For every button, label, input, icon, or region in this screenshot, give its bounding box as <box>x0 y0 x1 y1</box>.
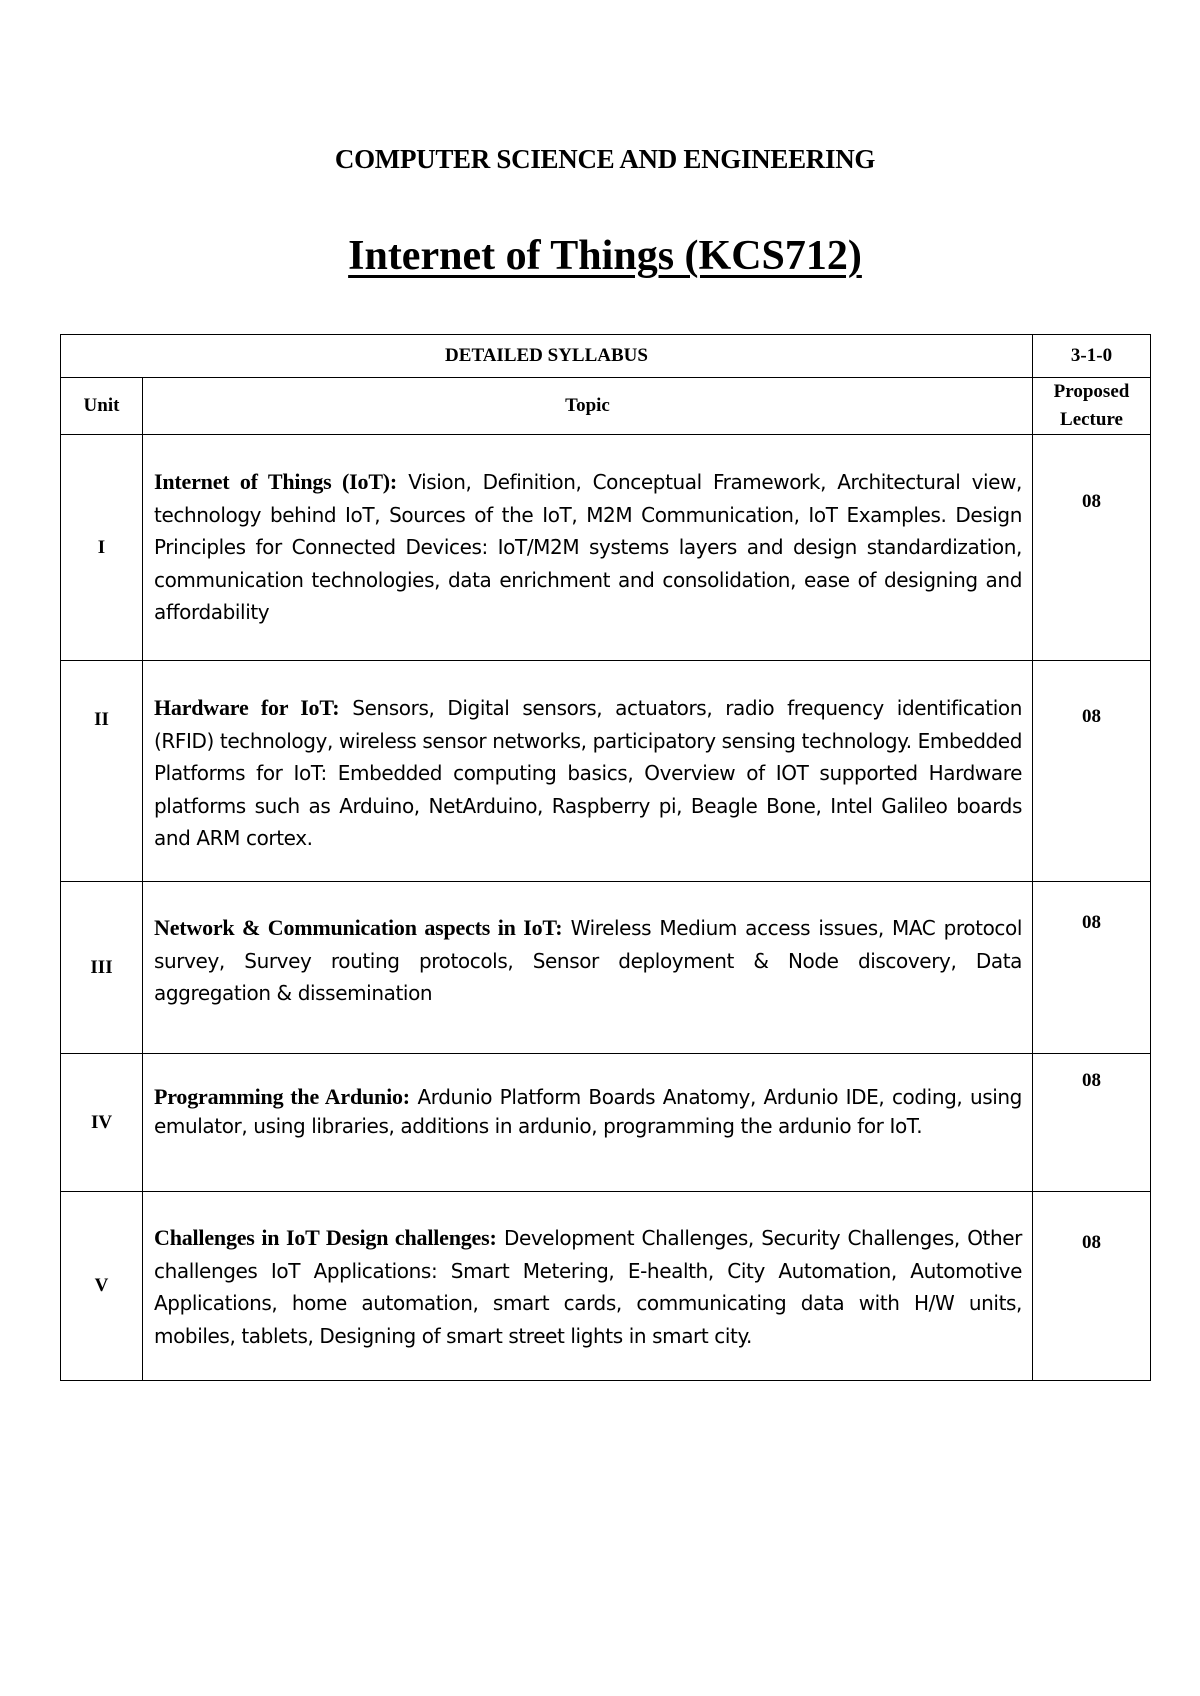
syllabus-table <box>60 334 1151 1381</box>
lecture-cell <box>1033 1054 1151 1192</box>
table-row <box>61 1192 1151 1381</box>
topic-content: Wireless Medium access issues, MAC protocol survey, Survey routing protocols, Sensor deployment & Node discovery, Data aggregation & dissemination <box>154 916 1022 1005</box>
department-heading: COMPUTER SCIENCE AND ENGINEERING <box>334 144 876 174</box>
topic-heading: Internet of Things (IoT): <box>154 469 398 494</box>
topic-heading: Hardware for IoT: <box>154 695 340 720</box>
table-row <box>61 435 1151 661</box>
column-header-row <box>61 378 1151 435</box>
lecture-count: 08 <box>1082 912 1101 933</box>
lecture-count: 08 <box>1082 491 1101 512</box>
lecture-cell <box>1033 661 1151 882</box>
syllabus-caption: DETAILED SYLLABUS <box>61 335 1033 378</box>
topic-content: Vision, Definition, Conceptual Framework, Architectural view, technology behind IoT, Sources of the IoT, M2M Communication, IoT Examples. Design Principles for Connected Devices: IoT/M2M systems layers and design standardization, communication technologies, data enrichment and consolidation, ease of designing and affordability <box>154 470 1022 624</box>
table-row <box>61 882 1151 1054</box>
topic-heading: Challenges in IoT Design challenges: <box>154 1225 497 1250</box>
course-title: Internet of Things (KCS712) <box>348 233 862 279</box>
topic-cell <box>143 435 1033 661</box>
unit-number: I <box>61 435 143 661</box>
topic-heading: Programming the Ardunio: <box>154 1084 410 1109</box>
topic-content: Ardunio Platform Boards Anatomy, Ardunio IDE, coding, using emulator, using libraries, additions in ardunio, programming the ardunio for IoT. <box>154 1085 1022 1138</box>
table-row <box>61 661 1151 882</box>
unit-column-header: Unit <box>61 378 143 435</box>
unit-number <box>61 661 143 882</box>
lecture-count: 08 <box>1082 706 1101 727</box>
topic-content: Sensors, Digital sensors, actuators, radio frequency identification (RFID) technology, wireless sensor networks, participatory sensing technology. Embedded Platforms for IoT: Embedded computing basics, Overview of IOT supported Hardware platforms such as Arduino, NetArduino, Raspberry pi, Beagle Bone, Intel Galileo boards and ARM cortex. <box>154 696 1022 850</box>
lecture-count: 08 <box>1082 1232 1101 1253</box>
topic-column-header: Topic <box>143 378 1033 435</box>
unit-number: IV <box>61 1054 143 1192</box>
credits-cell: 3-1-0 <box>1033 335 1151 378</box>
topic-cell <box>143 1054 1033 1192</box>
unit-number: V <box>61 1192 143 1381</box>
topic-heading: Network & Communication aspects in IoT: <box>154 915 563 940</box>
lecture-cell <box>1033 435 1151 661</box>
lecture-cell <box>1033 1192 1151 1381</box>
caption-row <box>61 335 1151 378</box>
lecture-cell <box>1033 882 1151 1054</box>
unit-number: III <box>61 882 143 1054</box>
topic-cell <box>143 882 1033 1054</box>
table-row <box>61 1054 1151 1192</box>
topic-content: Development Challenges, Security Challenges, Other challenges IoT Applications: Smart Metering, E-health, City Automation, Automotive Applications, home automation, smart cards, communicating data with H/W units, mobiles, tablets, Designing of smart street lights in smart city. <box>154 1226 1022 1348</box>
unit-number-text: II <box>94 709 109 730</box>
topic-cell <box>143 1192 1033 1381</box>
lecture-column-header: Proposed Lecture <box>1033 378 1151 435</box>
lecture-count: 08 <box>1082 1070 1101 1091</box>
topic-cell <box>143 661 1033 882</box>
